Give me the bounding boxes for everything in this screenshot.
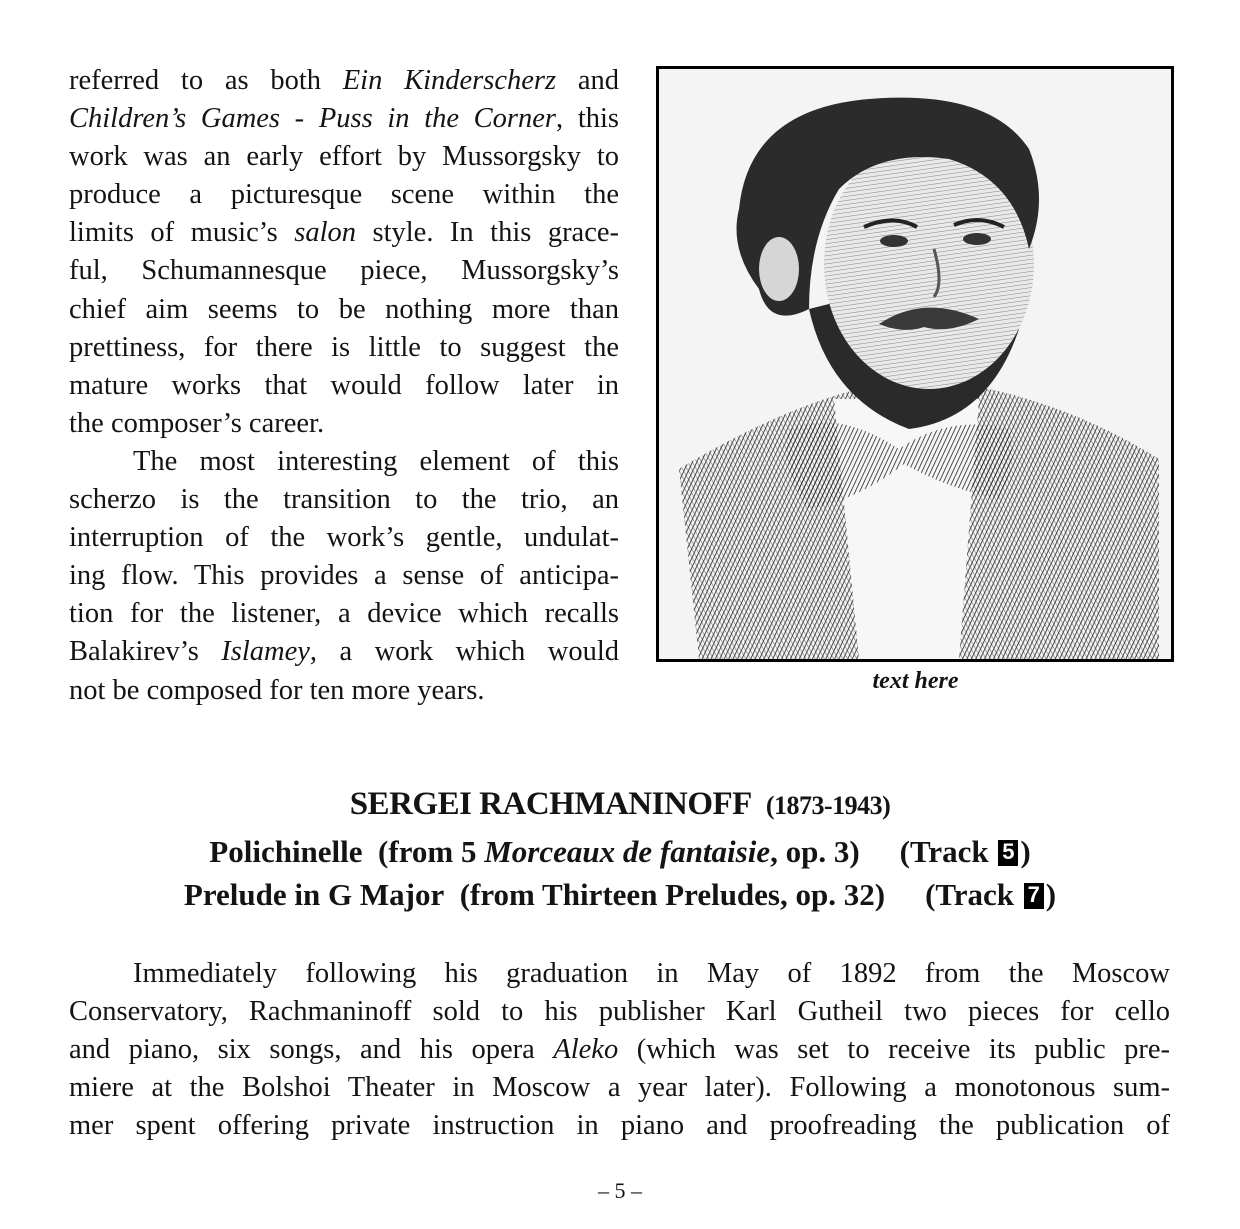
work-2-source: (from Thirteen Preludes, op. 32)	[459, 877, 886, 912]
text-run: , a work which would	[309, 636, 620, 668]
rachmaninoff-paragraph	[69, 955, 1170, 1145]
text-line	[69, 595, 619, 633]
text-line	[69, 252, 619, 290]
engraved-portrait-illustration	[659, 69, 1171, 659]
page-number: – 5 –	[598, 1178, 642, 1203]
work-1-source-prefix: (from 5	[378, 834, 485, 869]
text-line	[69, 519, 619, 557]
track-7-badge: 7	[1024, 883, 1044, 909]
work-2-heading	[0, 877, 1240, 913]
work-1-track-label: (Track	[899, 834, 997, 869]
text-line	[69, 993, 1170, 1031]
text-line	[69, 481, 619, 519]
italic-title: Ein Kinderscherz	[342, 65, 557, 96]
text-run: scherzo is the transition to the trio, an	[69, 484, 619, 516]
text-line	[69, 955, 1170, 993]
text-run: , this	[556, 103, 620, 135]
text-line	[69, 633, 619, 671]
text-line	[69, 1031, 1170, 1069]
text-run: interruption of the work’s gentle, undulat-	[69, 522, 619, 554]
text-line	[69, 291, 619, 329]
text-line	[69, 405, 619, 443]
text-run: and	[556, 65, 619, 96]
text-run: Conservatory, Rachmaninoff sold to his publisher Karl Gutheil two pieces for cello	[69, 996, 1170, 1027]
text-line	[69, 138, 619, 176]
paragraph-1	[69, 62, 619, 443]
text-line	[69, 214, 619, 252]
text-run: miere at the Bolshoi Theater in Moscow a year later). Following a monotonous sum-	[69, 1072, 1170, 1103]
text-run: referred to as both	[69, 65, 343, 96]
italic-title: Islamey	[221, 636, 310, 668]
text-run: The most interesting element of this	[133, 445, 619, 477]
work-2-track-close: )	[1045, 877, 1057, 912]
text-run: chief aim seems to be nothing more than	[69, 293, 619, 325]
work-2-title: Prelude in G Major	[183, 877, 445, 912]
work-2-track-label: (Track	[925, 877, 1022, 912]
text-run: ing flow. This provides a sense of anticipa-	[69, 560, 619, 592]
text-run: and piano, six songs, and his opera	[69, 1034, 554, 1065]
text-line	[69, 1069, 1170, 1107]
composer-dates: (1873-1943)	[765, 791, 891, 820]
composer-name: SERGEI RACHMANINOFF	[349, 786, 752, 822]
text-line	[69, 443, 619, 481]
track-5-badge: 5	[998, 840, 1018, 866]
text-line	[69, 557, 619, 595]
italic-title: Children’s Games - Puss in the Corner	[69, 103, 557, 135]
text-run: style. In this grace-	[356, 217, 619, 249]
text-run: tion for the listener, a device which recalls	[69, 598, 619, 630]
text-line	[69, 100, 619, 138]
composer-heading	[0, 786, 1240, 823]
text-line	[69, 1107, 1170, 1145]
text-run: mer spent offering private instruction in piano and proofreading the publication of	[69, 1110, 1170, 1141]
left-column-text	[69, 62, 619, 710]
text-run: (which was set to receive its public pre-	[618, 1034, 1171, 1065]
text-line	[69, 176, 619, 214]
text-run: produce a picturesque scene within the	[69, 179, 619, 211]
text-line	[69, 329, 619, 367]
text-run: not be composed for ten more years.	[69, 674, 485, 706]
text-line	[69, 367, 619, 405]
work-1-source-suffix: , op. 3)	[770, 834, 860, 869]
italic-title: salon	[294, 217, 356, 249]
text-run: Immediately following his graduation in May of 1892 from the Moscow	[133, 958, 1170, 989]
text-run: limits of music’s	[69, 217, 295, 249]
text-run: prettiness, for there is little to suggest the	[69, 331, 619, 363]
text-line	[69, 62, 619, 100]
work-1-heading	[0, 834, 1240, 870]
portrait-caption: text here	[872, 668, 959, 694]
work-1-title: Polichinelle	[209, 834, 363, 869]
work-1-source-italic: Morceaux de fantaisie	[484, 834, 771, 869]
text-run: mature works that would follow later in	[69, 369, 619, 401]
paragraph-2	[69, 443, 619, 710]
text-run: work was an early effort by Mussorgsky to	[69, 141, 619, 173]
text-line	[69, 672, 619, 710]
portrait-image	[656, 66, 1174, 662]
text-run: the composer’s career.	[69, 407, 325, 439]
italic-title: Aleko	[553, 1034, 619, 1065]
text-run: ful, Schumannesque piece, Mussorgsky’s	[69, 255, 619, 287]
work-1-track-close: )	[1020, 834, 1031, 869]
text-run: Balakirev’s	[69, 636, 222, 668]
